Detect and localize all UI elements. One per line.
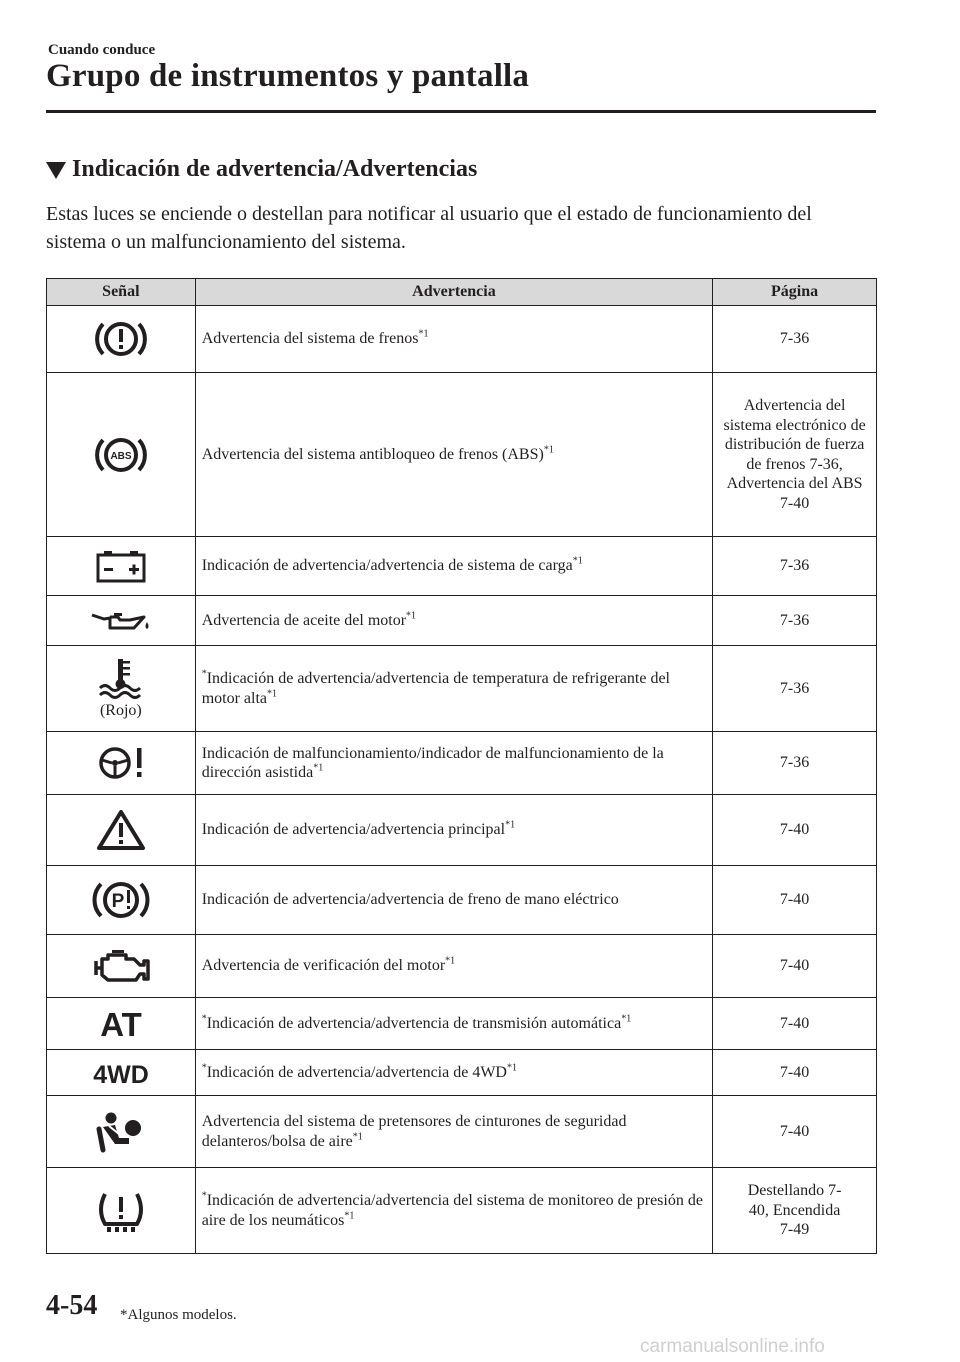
check-engine-icon [90,948,152,984]
warning-cell: Indicación de advertencia/advertencia principal$^{*1}$ [195,795,712,866]
electric-parking-brake-icon [91,877,151,923]
4wd-icon [88,1060,154,1086]
warning-cell: *Indicación de advertencia/advertencia de temperatura de refrigerante del motor alta$^{*1}$ [195,646,712,732]
signal-cell [47,537,196,596]
tire-pressure-icon [93,1188,149,1234]
footnote: *Algunos modelos. [120,1307,237,1323]
battery-charging-icon [94,549,148,583]
header-divider [46,110,876,113]
page-cell: 7-40 [713,935,877,998]
signal-cell [47,1096,196,1168]
airbag-seatbelt-pretensioner-icon [93,1110,149,1154]
brake-system-warning-icon [93,317,149,361]
page-cell: 7-40 [713,866,877,935]
column-header-page: Página [713,279,877,306]
engine-oil-icon [90,608,152,634]
watermark: carmanualsonline.info [640,1336,825,1357]
warning-cell: Advertencia de verificación del motor$^{*1}$ [195,935,712,998]
master-warning-icon [95,808,147,852]
page-number: 4-54 [46,1290,98,1321]
svg-text:P: P [111,891,125,912]
table-row [47,732,877,795]
signal-cell [47,1050,196,1096]
warning-cell: Advertencia del sistema de frenos$^{*1}$ [195,306,712,373]
table-row [47,998,877,1050]
svg-text:AT: AT [100,1008,142,1039]
coolant-temperature-icon [96,657,146,699]
table-row [47,1096,877,1168]
intro-paragraph: Estas luces se enciende o destellan para notificar al usuario que el estado de funcionamiento del sistema o un malfuncionamiento del sistema. [46,203,812,253]
triangle-bullet-icon [46,162,66,179]
power-steering-icon [93,744,149,782]
warning-cell: Indicación de advertencia/advertencia de sistema de carga$^{*1}$ [195,537,712,596]
page-cell: 7-36 [713,732,877,795]
warning-cell: Advertencia del sistema de pretensores de cinturones de seguridad delanteros/bolsa de aire$^{*1}$ [195,1096,712,1168]
page-cell: 7-36 [713,306,877,373]
abs-warning-icon [93,433,149,477]
table-row [47,866,877,935]
chapter-label: Cuando conduce [48,42,156,58]
warning-table [46,278,877,1254]
table-row [47,373,877,537]
warning-cell: Advertencia del sistema antibloqueo de frenos (ABS)$^{*1}$ [195,373,712,537]
warning-cell: *Indicación de advertencia/advertencia del sistema de monitoreo de presión de aire de los neumáticos$^{*1}$ [195,1168,712,1254]
page-title: Grupo de instrumentos y pantalla [46,58,530,94]
page-cell: 7-40 [713,1096,877,1168]
table-row [47,935,877,998]
table-row [47,596,877,646]
table-row [47,795,877,866]
page-cell: 7-40 [713,795,877,866]
signal-cell [47,306,196,373]
column-header-warning: Advertencia [195,279,712,306]
table-header-row [47,279,877,306]
table-row [47,646,877,732]
warning-cell: *Indicación de advertencia/advertencia de 4WD$^{*1}$ [195,1050,712,1096]
signal-cell [47,373,196,537]
signal-cell [47,795,196,866]
warning-cell: *Indicación de advertencia/advertencia de transmisión automática$^{*1}$ [195,998,712,1050]
signal-cell [47,596,196,646]
page-cell: 7-36 [713,646,877,732]
svg-text:4WD: 4WD [93,1060,149,1086]
column-header-signal: Señal [47,279,196,306]
table-row [47,1168,877,1254]
warning-cell: Indicación de advertencia/advertencia de freno de mano eléctrico [195,866,712,935]
signal-cell [47,998,196,1050]
page-cell: 7-36 [713,596,877,646]
table-row [47,306,877,373]
page-cell: 7-36 [713,537,877,596]
signal-cell [47,732,196,795]
page-cell: Destellando 7-40, Encendida 7-49 [713,1168,877,1254]
page-cell: Advertencia del sistema electrónico de distribución de fuerza de frenos 7-36, Advertencia del ABS 7-40 [713,373,877,537]
automatic-transmission-icon [93,1009,149,1039]
signal-cell [47,646,196,732]
table-row [47,537,877,596]
svg-text:ABS: ABS [110,450,132,462]
signal-cell [47,1168,196,1254]
warning-cell: Advertencia de aceite del motor$^{*1}$ [195,596,712,646]
page-cell: 7-40 [713,998,877,1050]
page-cell: 7-40 [713,1050,877,1096]
section-heading-text: Indicación de advertencia/Advertencias [72,156,478,182]
signal-cell [47,866,196,935]
icon-caption: (Rojo) [99,701,142,719]
table-row [47,1050,877,1096]
warning-cell: Indicación de malfuncionamiento/indicador de malfuncionamiento de la dirección asistida$^{*1}$ [195,732,712,795]
section-heading [46,156,477,183]
signal-cell [47,935,196,998]
